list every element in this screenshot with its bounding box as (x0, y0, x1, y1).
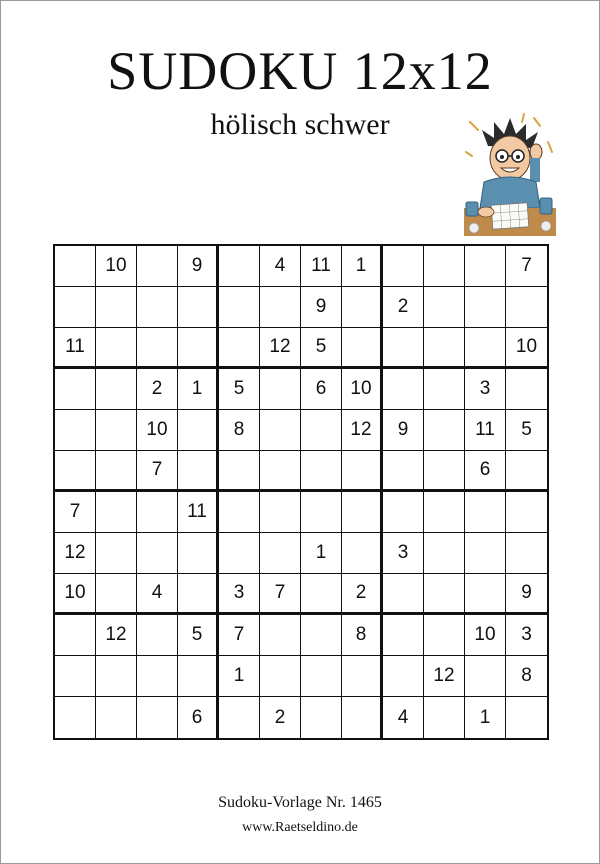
empty-cell[interactable] (137, 287, 178, 328)
empty-cell[interactable] (383, 451, 424, 492)
given-cell: 10 (342, 369, 383, 410)
given-cell: 10 (137, 410, 178, 451)
empty-cell[interactable] (506, 492, 547, 533)
given-cell: 4 (260, 246, 301, 287)
given-cell: 10 (96, 246, 137, 287)
given-cell: 3 (465, 369, 506, 410)
empty-cell[interactable] (383, 615, 424, 656)
empty-cell[interactable] (424, 533, 465, 574)
empty-cell[interactable] (301, 492, 342, 533)
given-cell: 5 (301, 328, 342, 369)
empty-cell[interactable] (424, 410, 465, 451)
empty-cell[interactable] (55, 697, 96, 738)
given-cell: 7 (55, 492, 96, 533)
empty-cell[interactable] (342, 451, 383, 492)
empty-cell[interactable] (506, 697, 547, 738)
given-cell: 7 (260, 574, 301, 615)
empty-cell[interactable] (137, 246, 178, 287)
empty-cell[interactable] (96, 369, 137, 410)
empty-cell[interactable] (137, 656, 178, 697)
given-cell: 2 (342, 574, 383, 615)
empty-cell[interactable] (383, 369, 424, 410)
given-cell: 9 (506, 574, 547, 615)
given-cell: 9 (383, 410, 424, 451)
empty-cell[interactable] (178, 287, 219, 328)
empty-cell[interactable] (424, 615, 465, 656)
given-cell: 9 (178, 246, 219, 287)
given-cell: 3 (506, 615, 547, 656)
given-cell: 3 (383, 533, 424, 574)
empty-cell[interactable] (55, 246, 96, 287)
empty-cell[interactable] (342, 656, 383, 697)
empty-cell[interactable] (178, 451, 219, 492)
empty-cell[interactable] (301, 574, 342, 615)
empty-cell[interactable] (424, 328, 465, 369)
empty-cell[interactable] (383, 492, 424, 533)
given-cell: 2 (383, 287, 424, 328)
empty-cell[interactable] (137, 615, 178, 656)
empty-cell[interactable] (506, 287, 547, 328)
empty-cell[interactable] (342, 328, 383, 369)
given-cell: 4 (137, 574, 178, 615)
empty-cell[interactable] (137, 697, 178, 738)
empty-cell[interactable] (465, 533, 506, 574)
given-cell: 10 (465, 615, 506, 656)
empty-cell[interactable] (383, 246, 424, 287)
given-cell: 6 (465, 451, 506, 492)
given-cell: 1 (178, 369, 219, 410)
given-cell: 8 (506, 656, 547, 697)
empty-cell[interactable] (260, 533, 301, 574)
empty-cell[interactable] (260, 369, 301, 410)
empty-cell[interactable] (383, 574, 424, 615)
difficulty-label: hölisch schwer (210, 108, 390, 141)
empty-cell[interactable] (219, 451, 260, 492)
empty-cell[interactable] (465, 492, 506, 533)
given-cell: 12 (260, 328, 301, 369)
given-cell: 11 (465, 410, 506, 451)
given-cell: 9 (301, 287, 342, 328)
empty-cell[interactable] (96, 410, 137, 451)
given-cell: 1 (219, 656, 260, 697)
empty-cell[interactable] (465, 246, 506, 287)
given-cell: 11 (178, 492, 219, 533)
given-cell: 5 (178, 615, 219, 656)
empty-cell[interactable] (424, 369, 465, 410)
empty-cell[interactable] (465, 328, 506, 369)
given-cell: 6 (178, 697, 219, 738)
empty-cell[interactable] (342, 287, 383, 328)
given-cell: 7 (219, 615, 260, 656)
sudoku-grid (53, 244, 549, 740)
empty-cell[interactable] (55, 656, 96, 697)
empty-cell[interactable] (260, 410, 301, 451)
empty-cell[interactable] (96, 574, 137, 615)
given-cell: 12 (342, 410, 383, 451)
given-cell: 2 (260, 697, 301, 738)
empty-cell[interactable] (219, 328, 260, 369)
empty-cell[interactable] (55, 615, 96, 656)
page-title: SUDOKU 12x12 (107, 41, 493, 101)
empty-cell[interactable] (178, 533, 219, 574)
empty-cell[interactable] (506, 533, 547, 574)
empty-cell[interactable] (219, 287, 260, 328)
given-cell: 11 (301, 246, 342, 287)
given-cell: 3 (219, 574, 260, 615)
empty-cell[interactable] (301, 656, 342, 697)
given-cell: 10 (506, 328, 547, 369)
empty-cell[interactable] (383, 656, 424, 697)
empty-cell[interactable] (96, 697, 137, 738)
empty-cell[interactable] (260, 451, 301, 492)
empty-cell[interactable] (465, 574, 506, 615)
empty-cell[interactable] (55, 369, 96, 410)
empty-cell[interactable] (465, 287, 506, 328)
empty-cell[interactable] (55, 410, 96, 451)
given-cell: 5 (219, 369, 260, 410)
empty-cell[interactable] (219, 246, 260, 287)
empty-cell[interactable] (424, 574, 465, 615)
empty-cell[interactable] (137, 328, 178, 369)
template-number: Sudoku-Vorlage Nr. 1465 (218, 794, 382, 811)
empty-cell[interactable] (219, 492, 260, 533)
stressed-puzzler-cartoon-icon (464, 112, 556, 236)
empty-cell[interactable] (301, 410, 342, 451)
empty-cell[interactable] (301, 615, 342, 656)
empty-cell[interactable] (342, 697, 383, 738)
empty-cell[interactable] (424, 697, 465, 738)
empty-cell[interactable] (96, 533, 137, 574)
empty-cell[interactable] (137, 492, 178, 533)
empty-cell[interactable] (342, 492, 383, 533)
empty-cell[interactable] (506, 451, 547, 492)
given-cell: 11 (55, 328, 96, 369)
given-cell: 7 (506, 246, 547, 287)
empty-cell[interactable] (424, 287, 465, 328)
empty-cell[interactable] (506, 369, 547, 410)
given-cell: 8 (219, 410, 260, 451)
given-cell: 12 (424, 656, 465, 697)
empty-cell[interactable] (260, 615, 301, 656)
given-cell: 10 (55, 574, 96, 615)
empty-cell[interactable] (260, 492, 301, 533)
empty-cell[interactable] (96, 492, 137, 533)
empty-cell[interactable] (178, 410, 219, 451)
given-cell: 6 (301, 369, 342, 410)
empty-cell[interactable] (96, 328, 137, 369)
empty-cell[interactable] (424, 451, 465, 492)
given-cell: 5 (506, 410, 547, 451)
empty-cell[interactable] (383, 328, 424, 369)
empty-cell[interactable] (96, 287, 137, 328)
empty-cell[interactable] (137, 533, 178, 574)
empty-cell[interactable] (219, 533, 260, 574)
given-cell: 7 (137, 451, 178, 492)
given-cell: 1 (301, 533, 342, 574)
empty-cell[interactable] (424, 492, 465, 533)
empty-cell[interactable] (301, 451, 342, 492)
empty-cell[interactable] (301, 697, 342, 738)
empty-cell[interactable] (219, 697, 260, 738)
empty-cell[interactable] (260, 656, 301, 697)
empty-cell[interactable] (96, 451, 137, 492)
empty-cell[interactable] (55, 451, 96, 492)
empty-cell[interactable] (342, 533, 383, 574)
empty-cell[interactable] (424, 246, 465, 287)
given-cell: 12 (55, 533, 96, 574)
empty-cell[interactable] (178, 574, 219, 615)
empty-cell[interactable] (260, 287, 301, 328)
given-cell: 1 (342, 246, 383, 287)
empty-cell[interactable] (55, 287, 96, 328)
website-url: www.Raetseldino.de (242, 820, 358, 835)
empty-cell[interactable] (178, 328, 219, 369)
given-cell: 4 (383, 697, 424, 738)
empty-cell[interactable] (178, 656, 219, 697)
given-cell: 12 (96, 615, 137, 656)
given-cell: 2 (137, 369, 178, 410)
empty-cell[interactable] (465, 656, 506, 697)
given-cell: 1 (465, 697, 506, 738)
given-cell: 8 (342, 615, 383, 656)
empty-cell[interactable] (96, 656, 137, 697)
